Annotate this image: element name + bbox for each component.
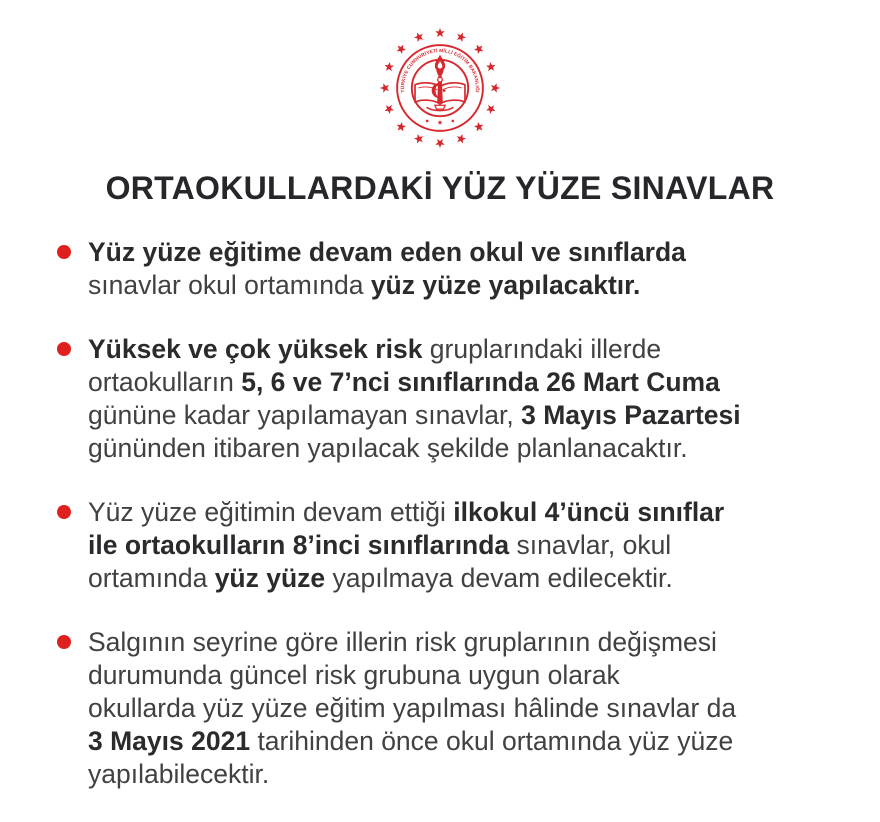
- meb-emblem-icon: [376, 24, 504, 152]
- bullet-dot-icon: [57, 245, 71, 259]
- text-run: yapılabilecektir.: [88, 759, 270, 789]
- bullet-item: [57, 236, 840, 302]
- text-line: [88, 626, 736, 659]
- ring-text: TÜRKİYE CUMHURİYETİ MİLLİ EĞİTİM BAKANLIĞI: [401, 49, 479, 93]
- bullet-text: [88, 236, 686, 302]
- text-line: [88, 562, 724, 595]
- text-line: [88, 399, 741, 432]
- text-line: [88, 269, 686, 302]
- text-run: gününden itibaren yapılacak şekilde planlanacaktır.: [88, 433, 688, 463]
- bullet-dot-icon: [57, 342, 71, 356]
- text-run: yapılmaya devam edilecektir.: [325, 563, 673, 593]
- bullet-dot-icon: [57, 505, 71, 519]
- text-run: sınavlar, okul: [509, 530, 672, 560]
- ring-bottom-ornament: [426, 120, 454, 125]
- text-run: durumunda güncel risk grubuna uygun olarak: [88, 660, 620, 690]
- ministry-logo: [0, 0, 880, 152]
- bullet-list: [0, 236, 880, 791]
- page-title: ORTAOKULLARDAKİ YÜZ YÜZE SINAVLAR: [105, 170, 775, 206]
- text-line: [88, 692, 736, 725]
- text-line: [88, 496, 724, 529]
- text-run: Salgının seyrine göre illerin risk gruplarının değişmesi: [88, 627, 717, 657]
- text-run: Yüksek ve çok yüksek risk: [88, 334, 423, 364]
- text-run: ile ortaokulların 8’inci sınıflarında: [88, 530, 510, 560]
- text-run: Yüz yüze eğitimin devam ettiği: [88, 497, 454, 527]
- bullet-item: [57, 626, 840, 791]
- bullet-text: [88, 626, 736, 791]
- text-run: 5, 6 ve 7’nci sınıflarında 26 Mart Cuma: [241, 367, 720, 397]
- bullet-dot-icon: [57, 635, 71, 649]
- text-run: Yüz yüze eğitime devam eden okul ve sınıflarda: [88, 237, 686, 267]
- bullet-text: [88, 333, 741, 465]
- text-run: ilkokul 4’üncü sınıflar: [453, 497, 725, 527]
- text-line: [88, 432, 741, 465]
- text-run: yüz yüze yapılacaktır.: [370, 270, 641, 300]
- text-line: [88, 659, 736, 692]
- text-run: gruplarındaki illerde: [422, 334, 662, 364]
- text-run: gününe kadar yapılamayan sınavlar,: [88, 400, 522, 430]
- text-run: tarihinden önce okul ortamında yüz yüze: [250, 726, 734, 756]
- bullet-item: [57, 496, 840, 595]
- text-run: 3 Mayıs 2021: [88, 726, 251, 756]
- text-line: [88, 366, 741, 399]
- text-line: [88, 725, 736, 758]
- bullet-item: [57, 333, 840, 465]
- text-run: yüz yüze: [214, 563, 326, 593]
- text-run: ortaokulların: [88, 367, 242, 397]
- text-line: [88, 333, 741, 366]
- text-run: sınavlar okul ortamında: [88, 270, 371, 300]
- bullet-text: [88, 496, 724, 595]
- text-run: okullarda yüz yüze eğitim yapılması hâlinde sınavlar da: [88, 693, 737, 723]
- text-line: [88, 236, 686, 269]
- text-line: [88, 529, 724, 562]
- text-run: ortamında: [88, 563, 215, 593]
- text-run: 3 Mayıs Pazartesi: [521, 400, 741, 430]
- text-line: [88, 758, 736, 791]
